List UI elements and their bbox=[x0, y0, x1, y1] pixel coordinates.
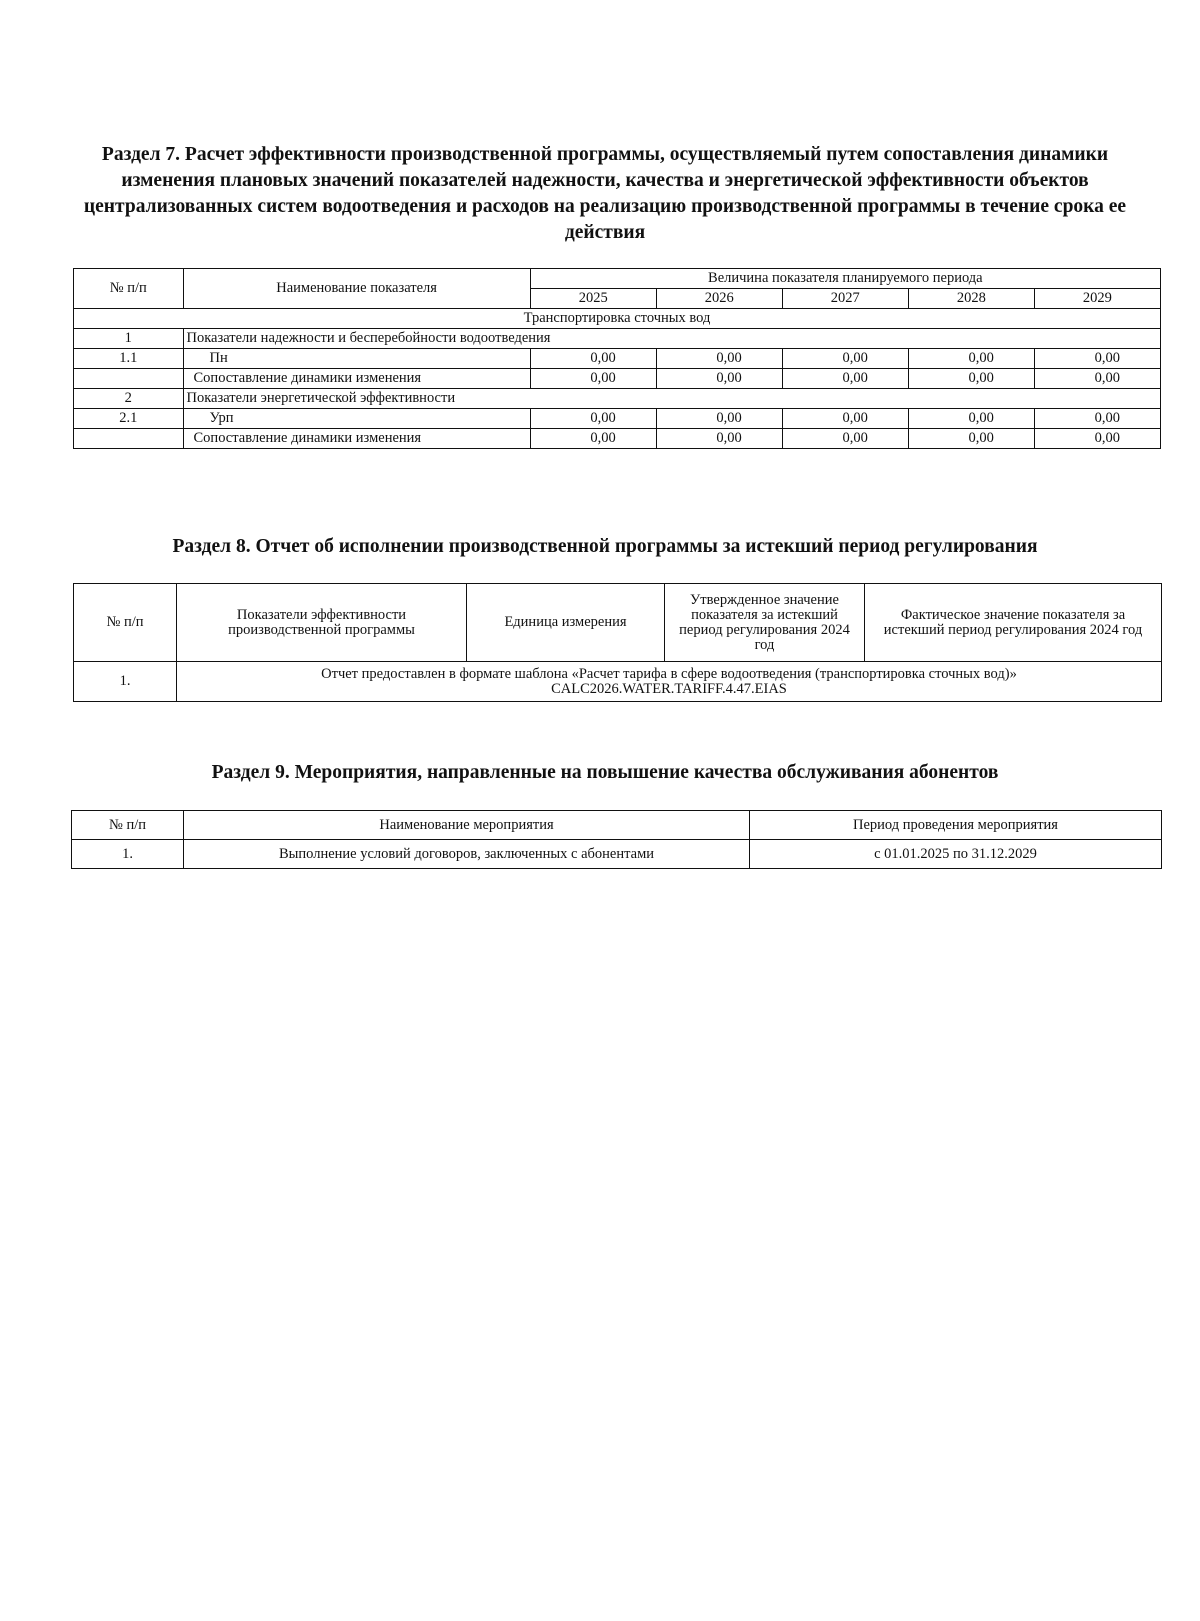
row-value: 0,00 bbox=[908, 369, 1034, 389]
row-value: 0,00 bbox=[530, 349, 656, 369]
table-header-row bbox=[74, 584, 1162, 662]
header-actual-value: Фактическое значение показателя за истекший период регулирования 2024 год bbox=[865, 584, 1162, 662]
header-year: 2028 bbox=[908, 289, 1034, 309]
group-row bbox=[74, 309, 1161, 329]
header-year: 2029 bbox=[1034, 289, 1160, 309]
section-7-title: Раздел 7. Расчет эффективности производственной программы, осуществляемый путем сопоставления динамики изменения плановых значений показателей надежности, качества и энергетической эффективности объектов централизованных систем водоотведения и расходов на реализацию производственной программы в течение срока ее действия bbox=[83, 144, 1127, 243]
section-8-title: Раздел 8. Отчет об исполнении производственной программы за истекший период регулирования bbox=[172, 536, 1038, 557]
table-row bbox=[74, 429, 1161, 449]
row-value: 0,00 bbox=[908, 429, 1034, 449]
row-value: 0,00 bbox=[656, 369, 782, 389]
table-row bbox=[74, 369, 1161, 389]
section-8-table bbox=[73, 583, 1162, 702]
row-value: 0,00 bbox=[908, 349, 1034, 369]
header-num: № п/п bbox=[74, 269, 184, 309]
section-9-title: Раздел 9. Мероприятия, направленные на повышение качества обслуживания абонентов bbox=[211, 762, 999, 783]
header-year: 2027 bbox=[782, 289, 908, 309]
header-year: 2026 bbox=[656, 289, 782, 309]
row-num bbox=[74, 369, 184, 389]
table-row bbox=[74, 662, 1162, 702]
report-note-line-2: CALC2026.WATER.TARIFF.4.47.EIAS bbox=[551, 680, 787, 697]
header-event-name: Наименование мероприятия bbox=[184, 811, 750, 840]
row-value: 0,00 bbox=[782, 349, 908, 369]
row-value: 0,00 bbox=[1034, 429, 1160, 449]
group-label: Транспортировка сточных вод bbox=[74, 309, 1161, 329]
header-num: № п/п bbox=[72, 811, 184, 840]
table-header-row bbox=[72, 811, 1162, 840]
row-value: 0,00 bbox=[908, 409, 1034, 429]
row-value: 0,00 bbox=[782, 429, 908, 449]
row-num: 1 bbox=[74, 329, 184, 349]
row-value: 0,00 bbox=[656, 409, 782, 429]
row-num bbox=[74, 429, 184, 449]
header-year: 2025 bbox=[530, 289, 656, 309]
header-unit: Единица измерения bbox=[467, 584, 665, 662]
table-row bbox=[74, 349, 1161, 369]
table-row bbox=[72, 840, 1162, 869]
row-value: 0,00 bbox=[1034, 369, 1160, 389]
row-num: 2 bbox=[74, 389, 184, 409]
report-note-line-1: Отчет предоставлен в формате шаблона «Расчет тарифа в сфере водоотведения (транспортировка сточных вод)» bbox=[321, 665, 1017, 682]
section-9-table bbox=[71, 810, 1162, 869]
row-value: 0,00 bbox=[530, 409, 656, 429]
table-header-row bbox=[74, 269, 1161, 289]
header-period: Величина показателя планируемого периода bbox=[530, 269, 1160, 289]
table-row bbox=[74, 329, 1161, 349]
row-value: 0,00 bbox=[782, 409, 908, 429]
row-value: 0,00 bbox=[1034, 409, 1160, 429]
row-num: 2.1 bbox=[74, 409, 184, 429]
header-indicator-name: Наименование показателя bbox=[183, 269, 530, 309]
row-value: 0,00 bbox=[782, 369, 908, 389]
row-num: 1. bbox=[74, 662, 177, 702]
row-indicator-name: Пн bbox=[183, 349, 530, 369]
header-num: № п/п bbox=[74, 584, 177, 662]
report-note bbox=[177, 662, 1162, 702]
row-value: 0,00 bbox=[530, 429, 656, 449]
row-num: 1. bbox=[72, 840, 184, 869]
row-value: 0,00 bbox=[656, 429, 782, 449]
header-approved-value: Утвержденное значение показателя за истекший период регулирования 2024 год bbox=[665, 584, 865, 662]
row-value: 0,00 bbox=[1034, 349, 1160, 369]
row-indicator-name: Сопоставление динамики изменения bbox=[183, 369, 530, 389]
row-indicator-name: Сопоставление динамики изменения bbox=[183, 429, 530, 449]
table-row bbox=[74, 389, 1161, 409]
row-indicator-name: Показатели энергетической эффективности bbox=[183, 389, 1160, 409]
header-event-period: Период проведения мероприятия bbox=[750, 811, 1162, 840]
row-indicator-name: Показатели надежности и бесперебойности водоотведения bbox=[183, 329, 1160, 349]
row-value: 0,00 bbox=[656, 349, 782, 369]
event-period: с 01.01.2025 по 31.12.2029 bbox=[750, 840, 1162, 869]
table-row bbox=[74, 409, 1161, 429]
header-indicators: Показатели эффективности производственной программы bbox=[177, 584, 467, 662]
row-num: 1.1 bbox=[74, 349, 184, 369]
event-name: Выполнение условий договоров, заключенных с абонентами bbox=[184, 840, 750, 869]
section-7-table bbox=[73, 268, 1161, 449]
row-indicator-name: Урп bbox=[183, 409, 530, 429]
row-value: 0,00 bbox=[530, 369, 656, 389]
